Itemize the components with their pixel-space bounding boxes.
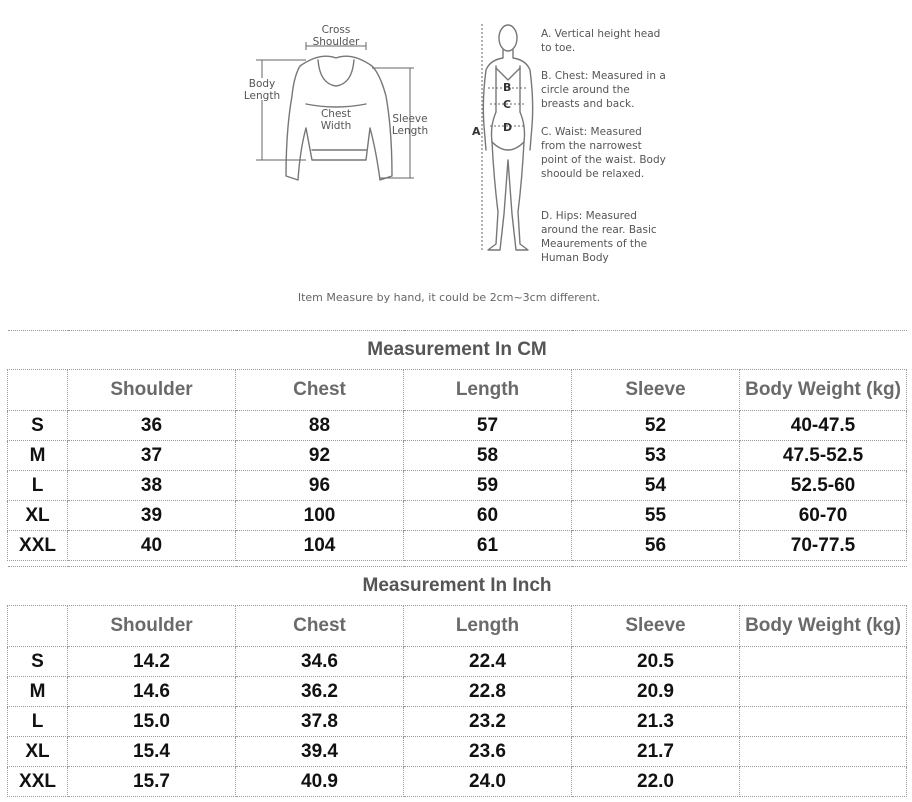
- body-letter-c: C: [503, 98, 512, 111]
- note-height: A. Vertical height head to toe.: [541, 28, 661, 54]
- table-cell: 20.5: [572, 647, 740, 677]
- table-cell: 54: [572, 471, 740, 501]
- table-cell: 70-77.5: [740, 531, 907, 561]
- table-cell: 40-47.5: [740, 411, 907, 441]
- size-cell: XL: [8, 737, 68, 767]
- table-cell: 39.4: [236, 737, 404, 767]
- header-body-weight: Body Weight (kg): [740, 606, 907, 647]
- table-cell: 40: [68, 531, 236, 561]
- table-cell: 15.7: [68, 767, 236, 797]
- size-cell: M: [8, 441, 68, 471]
- table-cell: 22.8: [404, 677, 572, 707]
- table-cell: 59: [404, 471, 572, 501]
- table-cell: 58: [404, 441, 572, 471]
- garment-and-body-diagram: [0, 0, 912, 318]
- table-cell: 55: [572, 501, 740, 531]
- header-shoulder: Shoulder: [68, 370, 236, 411]
- table-cell: 22.0: [572, 767, 740, 797]
- table-cell: 14.6: [68, 677, 236, 707]
- body-letter-a: A: [472, 125, 481, 138]
- body-letter-b: B: [503, 81, 512, 94]
- note-chest: B. Chest: Measured in a circle around the breasts and back.: [541, 70, 666, 110]
- table-cell: 40.9: [236, 767, 404, 797]
- table-row: [8, 707, 907, 737]
- table-cell: 57: [404, 411, 572, 441]
- cm-size-table: [7, 330, 907, 561]
- table-cell: 24.0: [404, 767, 572, 797]
- cross-shoulder-label: Cross Shoulder: [312, 24, 360, 48]
- header-chest: Chest: [236, 606, 404, 647]
- table-row: [8, 471, 907, 501]
- table-cell: 60-70: [740, 501, 907, 531]
- cm-header-row: [8, 370, 907, 411]
- table-cell: 60: [404, 501, 572, 531]
- table-cell: [740, 767, 907, 797]
- header-cell: [8, 370, 68, 411]
- table-cell: 38: [68, 471, 236, 501]
- measure-arrows: [256, 24, 528, 252]
- header-cell: [8, 606, 68, 647]
- note-waist: C. Waist: Measured from the narrowest point of the waist. Body shoould be relaxed.: [541, 126, 666, 180]
- size-cell: XL: [8, 501, 68, 531]
- table-cell: [740, 677, 907, 707]
- body-figure: [483, 25, 532, 250]
- table-cell: 47.5-52.5: [740, 441, 907, 471]
- table-cell: 56: [572, 531, 740, 561]
- header-chest: Chest: [236, 370, 404, 411]
- table-cell: 34.6: [236, 647, 404, 677]
- table-cell: 15.0: [68, 707, 236, 737]
- inch-table-title: Measurement In Inch: [8, 567, 907, 606]
- table-row: [8, 501, 907, 531]
- cm-table-title: Measurement In CM: [8, 331, 907, 370]
- table-cell: 37.8: [236, 707, 404, 737]
- size-cell: XXL: [8, 531, 68, 561]
- table-row: [8, 677, 907, 707]
- table-cell: 88: [236, 411, 404, 441]
- size-guide-illustration: [0, 0, 912, 318]
- table-cell: [740, 707, 907, 737]
- table-cell: 100: [236, 501, 404, 531]
- table-row: [8, 767, 907, 797]
- chest-width-label: Chest Width: [320, 108, 352, 132]
- table-cell: 39: [68, 501, 236, 531]
- header-length: Length: [404, 606, 572, 647]
- header-sleeve: Sleeve: [572, 606, 740, 647]
- inch-header-row: [8, 606, 907, 647]
- header-body-weight: Body Weight (kg): [740, 370, 907, 411]
- table-cell: 53: [572, 441, 740, 471]
- table-cell: 52.5-60: [740, 471, 907, 501]
- size-cell: S: [8, 647, 68, 677]
- table-cell: 104: [236, 531, 404, 561]
- table-row: [8, 737, 907, 767]
- body-letter-d: D: [503, 121, 513, 134]
- table-cell: 52: [572, 411, 740, 441]
- table-cell: 23.2: [404, 707, 572, 737]
- table-cell: 14.2: [68, 647, 236, 677]
- size-cell: M: [8, 677, 68, 707]
- size-cell: L: [8, 707, 68, 737]
- body-length-label: Body Length: [243, 78, 281, 102]
- table-cell: 96: [236, 471, 404, 501]
- table-cell: 22.4: [404, 647, 572, 677]
- table-cell: 61: [404, 531, 572, 561]
- table-cell: 36: [68, 411, 236, 441]
- inch-size-table: [7, 566, 907, 797]
- measure-caption: Item Measure by hand, it could be 2cm~3cm different.: [297, 291, 601, 304]
- header-sleeve: Sleeve: [572, 370, 740, 411]
- header-shoulder: Shoulder: [68, 606, 236, 647]
- table-row: [8, 441, 907, 471]
- table-cell: 21.7: [572, 737, 740, 767]
- table-row: [8, 531, 907, 561]
- table-row: [8, 411, 907, 441]
- sleeve-length-label: Sleeve Length: [391, 113, 429, 137]
- table-cell: 37: [68, 441, 236, 471]
- table-cell: 36.2: [236, 677, 404, 707]
- size-cell: XXL: [8, 767, 68, 797]
- header-length: Length: [404, 370, 572, 411]
- table-cell: 20.9: [572, 677, 740, 707]
- table-cell: 15.4: [68, 737, 236, 767]
- table-cell: 21.3: [572, 707, 740, 737]
- note-hips: D. Hips: Measured around the rear. Basic Meaurements of the Human Body: [541, 210, 657, 264]
- size-cell: S: [8, 411, 68, 441]
- table-cell: 23.6: [404, 737, 572, 767]
- size-cell: L: [8, 471, 68, 501]
- table-cell: 92: [236, 441, 404, 471]
- table-row: [8, 647, 907, 677]
- table-cell: [740, 647, 907, 677]
- table-cell: [740, 737, 907, 767]
